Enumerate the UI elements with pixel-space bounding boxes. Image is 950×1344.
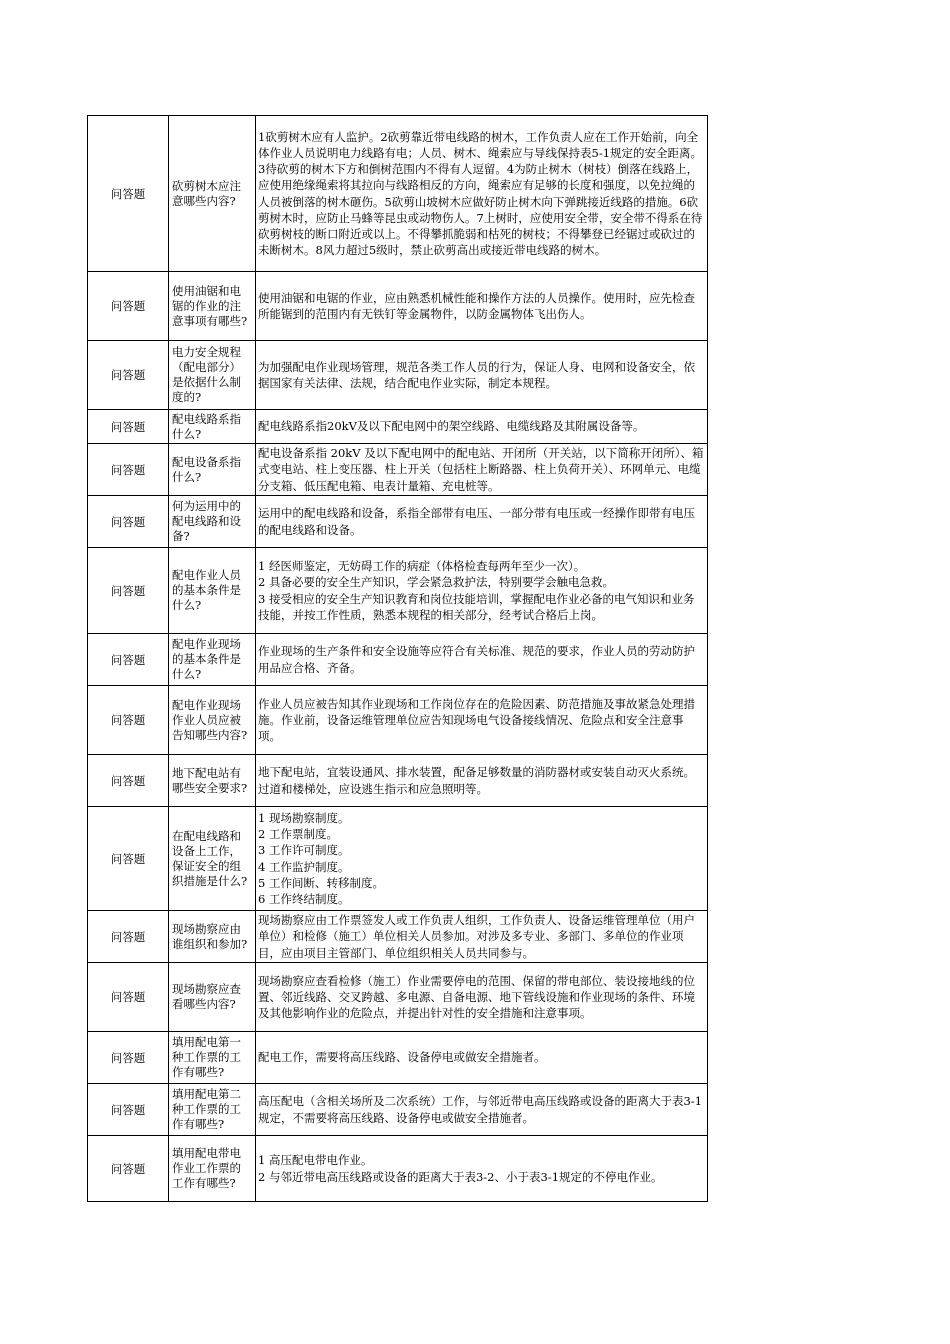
table-row <box>87 754 708 806</box>
qa-table <box>87 115 708 1202</box>
type-cell: 问答题 <box>87 1136 169 1201</box>
answer-cell: 现场勘察应查看检修（施工）作业需要停电的范围、保留的带电部位、装设接地线的位置、邻近线路、交叉跨越、多电源、自备电源、地下管线设施和作业现场的条件、环境及其他影响作业的危险点，并提出针对性的安全措施和注意事项。 <box>256 963 708 1031</box>
type-cell: 问答题 <box>87 807 169 910</box>
answer-cell: 1 经医师鉴定，无妨碍工作的病症（体格检查每两年至少一次）。 2 具备必要的安全生产知识，学会紧急救护法，特别要学会触电急救。 3 接受相应的安全生产知识教育和岗位技能培训，掌握配电作业必备的电气知识和业务技能，并按工作性质，熟悉本规程的相关部分，经考试合格后上岗。 <box>256 548 708 633</box>
question-cell: 填用配电第一种工作票的工作有哪些? <box>169 1032 256 1083</box>
answer-cell: 配电工作，需要将高压线路、设备停电或做安全措施者。 <box>256 1032 708 1083</box>
table-row <box>87 910 708 962</box>
type-cell: 问答题 <box>87 963 169 1031</box>
table-row <box>87 1031 708 1083</box>
answer-cell: 1 高压配电带电作业。 2 与邻近带电高压线路或设备的距离大于表3-2、小于表3-1规定的不停电作业。 <box>256 1136 708 1201</box>
question-cell: 在配电线路和设备上工作，保证安全的组织措施是什么? <box>169 807 256 910</box>
type-cell: 问答题 <box>87 911 169 962</box>
answer-cell: 为加强配电作业现场管理，规范各类工作人员的行为，保证人身、电网和设备安全，依据国家有关法律、法规，结合配电作业实际，制定本规程。 <box>256 341 708 409</box>
type-cell: 问答题 <box>87 341 169 409</box>
answer-cell: 现场勘察应由工作票签发人或工作负责人组织，工作负责人、设备运维管理单位（用户单位）和检修（施工）单位相关人员参加。对涉及多专业、多部门、多单位的作业项目，应由项目主管部门、单位组织相关人员共同参与。 <box>256 911 708 962</box>
table-row <box>87 685 708 754</box>
question-cell: 地下配电站有哪些安全要求? <box>169 755 256 806</box>
question-cell: 配电作业现场作业人员应被告知哪些内容? <box>169 686 256 754</box>
question-cell: 配电设备系指什么? <box>169 444 256 495</box>
table-row <box>87 1135 708 1201</box>
answer-cell: 运用中的配电线路和设备，系指全部带有电压、一部分带有电压或一经操作即带有电压的配电线路和设备。 <box>256 496 708 547</box>
question-cell: 配电作业现场的基本条件是什么? <box>169 634 256 685</box>
table-row <box>87 116 708 271</box>
answer-cell: 配电线路系指20kV及以下配电网中的架空线路、电缆线路及其附属设备等。 <box>256 410 708 443</box>
table-row <box>87 495 708 547</box>
table-row <box>87 1083 708 1135</box>
question-cell: 现场勘察应查看哪些内容? <box>169 963 256 1031</box>
answer-cell: 高压配电（含相关场所及二次系统）工作，与邻近带电高压线路或设备的距离大于表3-1规定，不需要将高压线路、设备停电或做安全措施者。 <box>256 1084 708 1135</box>
question-cell: 配电线路系指什么? <box>169 410 256 443</box>
answer-cell: 1砍剪树木应有人监护。2砍剪靠近带电线路的树木，工作负责人应在工作开始前，向全体作业人员说明电力线路有电；人员、树木、绳索应与导线保持表5-1规定的安全距离。3待砍剪的树木下方和倒树范围内不得有人逗留。4为防止树木（树枝）倒落在线路上，应使用绝缘绳索将其拉向与线路相反的方向，绳索应有足够的长度和强度，以免拉绳的人员被倒落的树木砸伤。5砍剪山坡树木应做好防止树木向下弹跳接近线路的措施。6砍剪树木时，应防止马蜂等昆虫或动物伤人。7上树时，应使用安全带，安全带不得系在待砍剪树枝的断口附近或以上。不得攀抓脆弱和枯死的树枝；不得攀登已经锯过或砍过的未断树木。8风力超过5级时，禁止砍剪高出或接近带电线路的树木。 <box>256 116 708 271</box>
question-cell: 填用配电第二种工作票的工作有哪些? <box>169 1084 256 1135</box>
answer-cell: 作业人员应被告知其作业现场和工作岗位存在的危险因素、防范措施及事故紧急处理措施。作业前，设备运维管理单位应告知现场电气设备接线情况、危险点和安全注意事项。 <box>256 686 708 754</box>
type-cell: 问答题 <box>87 410 169 443</box>
answer-cell: 使用油锯和电锯的作业，应由熟悉机械性能和操作方法的人员操作。使用时，应先检查所能锯到的范围内有无铁钉等金属物件，以防金属物体飞出伤人。 <box>256 272 708 340</box>
question-cell: 电力安全规程（配电部分）是依据什么制度的? <box>169 341 256 409</box>
question-cell: 配电作业人员的基本条件是什么? <box>169 548 256 633</box>
answer-cell: 1 现场勘察制度。 2 工作票制度。 3 工作许可制度。 4 工作监护制度。 5 工作间断、转移制度。 6 工作终结制度。 <box>256 807 708 910</box>
type-cell: 问答题 <box>87 755 169 806</box>
question-cell: 现场勘察应由谁组织和参加? <box>169 911 256 962</box>
question-cell: 使用油锯和电锯的作业的注意事项有哪些? <box>169 272 256 340</box>
type-cell: 问答题 <box>87 116 169 271</box>
type-cell: 问答题 <box>87 444 169 495</box>
table-row <box>87 443 708 495</box>
table-row <box>87 633 708 685</box>
table-row <box>87 962 708 1031</box>
table-row <box>87 547 708 633</box>
question-cell: 何为运用中的配电线路和设备? <box>169 496 256 547</box>
table-row <box>87 409 708 443</box>
type-cell: 问答题 <box>87 272 169 340</box>
type-cell: 问答题 <box>87 496 169 547</box>
type-cell: 问答题 <box>87 1084 169 1135</box>
table-row <box>87 340 708 409</box>
answer-cell: 配电设备系指 20kV 及以下配电网中的配电站、开闭所（开关站，以下简称开闭所）、箱式变电站、柱上变压器、柱上开关（包括柱上断路器、柱上负荷开关）、环网单元、电缆分支箱、低压配电箱、电表计量箱、充电桩等。 <box>256 444 708 495</box>
type-cell: 问答题 <box>87 634 169 685</box>
answer-cell: 作业现场的生产条件和安全设施等应符合有关标准、规范的要求，作业人员的劳动防护用品应合格、齐备。 <box>256 634 708 685</box>
table-row <box>87 271 708 340</box>
question-cell: 填用配电带电作业工作票的工作有哪些? <box>169 1136 256 1201</box>
table-row <box>87 806 708 910</box>
type-cell: 问答题 <box>87 548 169 633</box>
type-cell: 问答题 <box>87 686 169 754</box>
answer-cell: 地下配电站，宜装设通风、排水装置，配备足够数量的消防器材或安装自动灭火系统。过道和楼梯处，应设逃生指示和应急照明等。 <box>256 755 708 806</box>
type-cell: 问答题 <box>87 1032 169 1083</box>
question-cell: 砍剪树木应注意哪些内容? <box>169 116 256 271</box>
